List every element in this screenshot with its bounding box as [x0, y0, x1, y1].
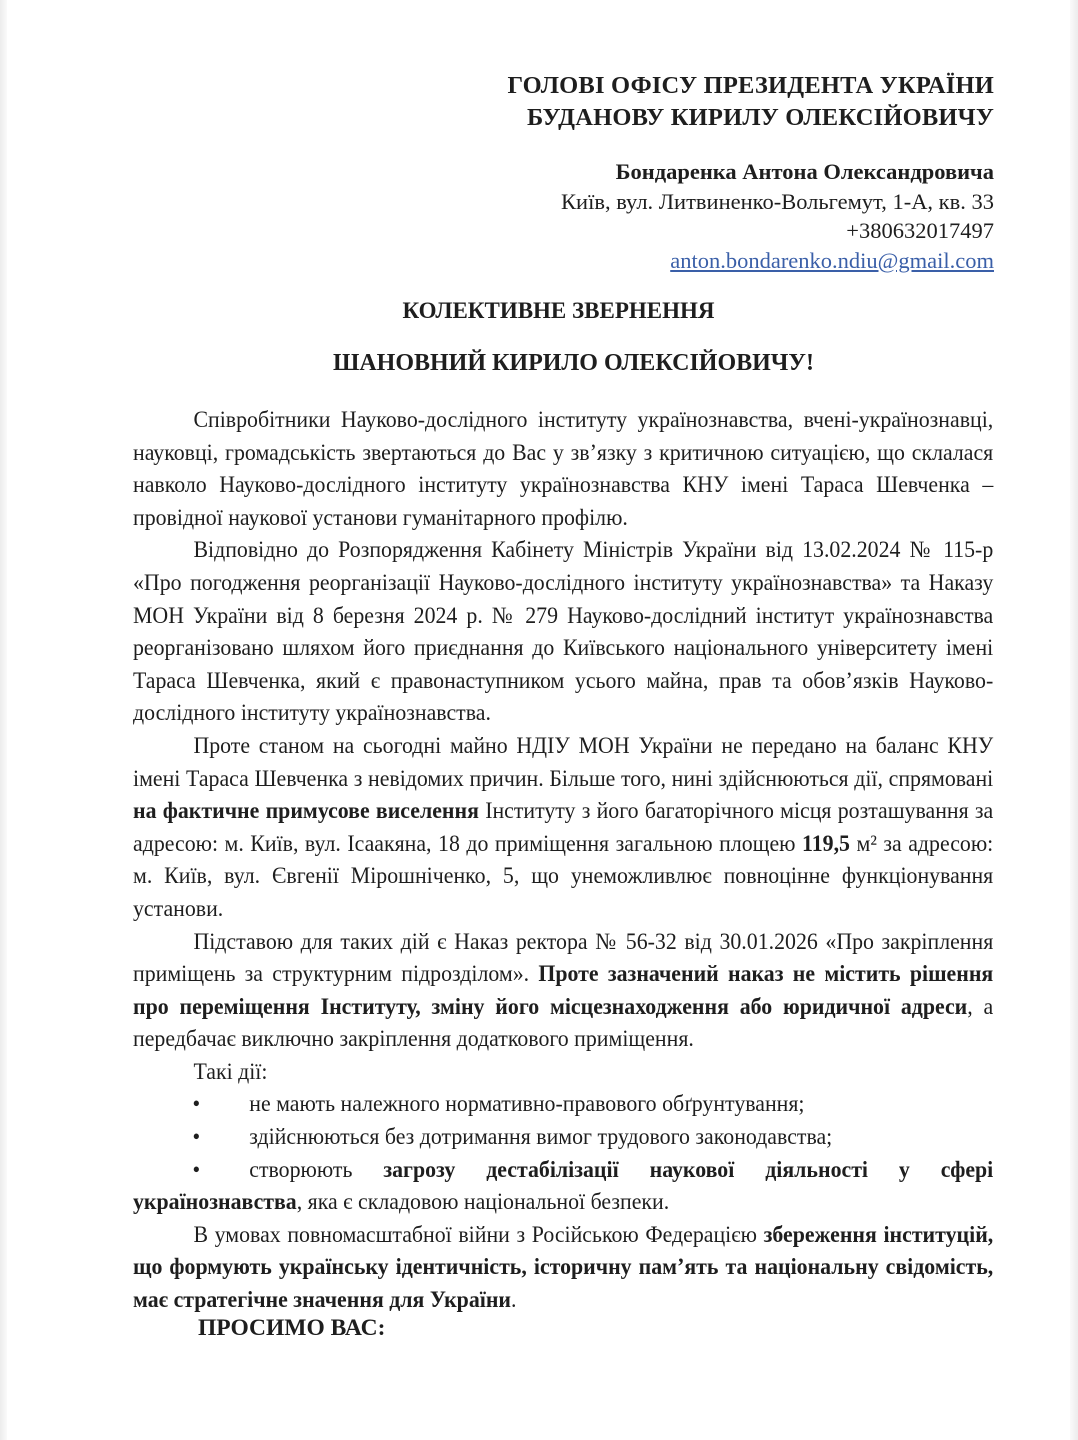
bullet-item-2-text: здійснюються без дотримання вимог трудового законодавства; [249, 1124, 833, 1151]
document-title: КОЛЕКТИВНЕ ЗВЕРНЕННЯ [402, 298, 715, 323]
paragraph-3-bold-1: на фактичне примусове виселення [133, 798, 479, 825]
paragraph-6-bold-1: збереження інституцій, що формують українську ідентичність, історичну пам’ять та національну свідомість, має стратегічне значення для України [133, 1221, 994, 1314]
paragraph-3-text-3: м² за адресою: м. Київ, вул. Євгенії Мірошніченко, 5, що унеможливлює повноцінне функціонування установи. [133, 830, 994, 922]
paragraph-3 [133, 730, 993, 926]
paragraph-6-text-2: . [511, 1287, 517, 1314]
bullet-item-3-bold: загрозу дестабілізації наукової діяльності у сфері українознавства [133, 1156, 994, 1216]
bullet-list [133, 1088, 993, 1218]
bullet-item-1-text: не мають належного нормативно-правового обґрунтування; [249, 1091, 805, 1118]
sender-email-link[interactable]: anton.bondarenko.ndiu@gmail.com [670, 247, 994, 273]
paragraph-3-text-2: Інституту з його багаторічного місця розташування за адресою: м. Київ, вул. Ісаакяна, 18 до приміщення загальною площею [133, 798, 994, 857]
bullet-item-3 [133, 1154, 993, 1219]
body-content [133, 404, 993, 1317]
paragraph-6 [133, 1219, 993, 1317]
paragraph-5-intro: Такі дії: [193, 1058, 268, 1085]
greeting: ШАНОВНИЙ КИРИЛО ОЛЕКСІЙОВИЧУ! [332, 350, 815, 376]
bullet-icon: • [192, 1091, 201, 1118]
bullet-item-1 [133, 1088, 993, 1121]
paragraph-4 [133, 926, 993, 1056]
addressee-line-1: ГОЛОВІ ОФІСУ ПРЕЗИДЕНТА УКРАЇНИ [507, 72, 994, 99]
paragraph-2: Відповідно до Розпорядження Кабінету Міністрів України від 13.02.2024 № 115-р «Про погодження реорганізації Науково-дослідного інституту українознавства» та Наказу МОН України від 8 березня 2024 р. № 279 Науково-дослідний інститут українознавства реорганізовано шляхом його приєднання до Київського національного університету імені Тараса Шевченка, який є правонаступником усього майна, прав та обов’язків Науково-дослідного інституту українознавства. [133, 537, 994, 727]
request-heading: ПРОСИМО ВАС: [198, 1315, 386, 1341]
sender-name: Бондаренка Антона Олександровича [615, 159, 994, 184]
paragraph-4-text-1: Підставою для таких дій є Наказ ректора № 56-32 від 30.01.2026 «Про закріплення приміщень за структурним підрозділом». [133, 928, 994, 988]
bullet-item-2 [133, 1121, 993, 1154]
paragraph-3-bold-area: 119,5 [802, 830, 851, 857]
paragraph-4-text-2: , а передбачає виключно закріплення додаткового приміщення. [133, 993, 994, 1053]
addressee-block [508, 70, 995, 134]
paragraph-4-bold-1: Проте зазначений наказ не містить рішення про переміщення Інституту, зміну його місцезнаходження або юридичної адреси [133, 961, 994, 1020]
page-edge-right [1070, 0, 1078, 1440]
sender-block [561, 157, 994, 275]
bullet-item-3-text-1: створюють [249, 1156, 384, 1183]
page-edge-left [0, 0, 7, 1440]
addressee-line-2: БУДАНОВУ КИРИЛУ ОЛЕКСІЙОВИЧУ [526, 104, 994, 131]
bullet-item-3-text-2: , яка є складовою національної безпеки. [296, 1189, 670, 1216]
document-body [133, 404, 994, 1317]
paragraph-6-text-1: В умовах повномасштабної війни з Російською Федерацією [193, 1221, 764, 1248]
bullet-icon: • [192, 1156, 201, 1183]
paragraph-3-text-1: Проте станом на сьогодні майно НДІУ МОН України не передано на баланс КНУ імені Тараса Шевченка з невідомих причин. Більше того, нині здійснюються дії, спрямовані [133, 732, 994, 792]
sender-address: Київ, вул. Литвиненко-Вольгемут, 1-А, кв. 33 [561, 188, 994, 214]
paragraph-1: Співробітники Науково-дослідного інституту українознавства, вчені-українознавці, науковці, громадськість звертаються до Вас у зв’язку з критичною ситуацією, що склалася навколо Науково-дослідного інституту українознавства КНУ імені Тараса Шевченка – провідної наукової установи гуманітарного профілю. [133, 407, 994, 531]
sender-phone: +380632017497 [846, 218, 994, 243]
bullet-icon: • [192, 1124, 201, 1151]
